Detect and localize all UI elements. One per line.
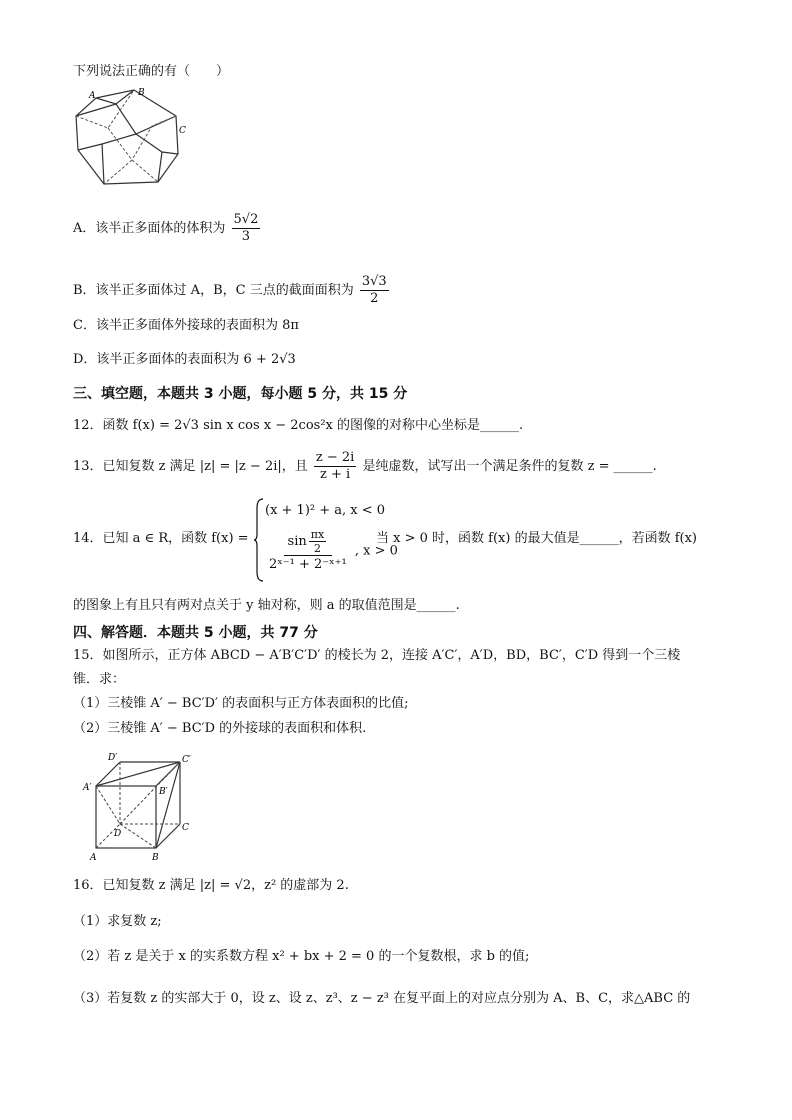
- option-a-numerator: 5√2: [233, 212, 259, 227]
- q13-numerator: z − 2i: [315, 450, 355, 465]
- option-b-fraction: [360, 274, 389, 307]
- cube-hidden-diagonal: [120, 824, 156, 848]
- q14-case-1: (x + 1)² + a, x < 0: [265, 503, 386, 518]
- q14-line2: 的图象上有且只有两对点关于 y 轴对称，则 a 的取值范围是______.: [73, 598, 460, 613]
- q14-case2-numerator: [284, 528, 333, 556]
- polyhedron-edge: [116, 104, 176, 134]
- q14-case2-denominator: 2ˣ⁻¹ + 2⁻ˣ⁺¹: [269, 557, 347, 572]
- q14-sin-arg-bottom: 2: [313, 542, 321, 555]
- question-intro: 下列说法正确的有（ ）: [73, 64, 230, 79]
- q14-case2-cond: , x > 0: [354, 543, 398, 559]
- polyhedron-edge: [78, 134, 136, 150]
- q16-line1: 16．已知复数 z 满足 |z| = √2，z² 的虚部为 2.: [73, 878, 349, 893]
- q15-sub2: （2）三棱锥 A′ − BC′D 的外接球的表面积和体积.: [73, 721, 367, 736]
- q15-line1: 15．如图所示，正方体 ABCD − A′B′C′D′ 的棱长为 2，连接 A′C′，A′D，BD，BC′，C′D 得到一个三棱: [73, 648, 681, 663]
- fig2-label-bp: B′: [159, 787, 168, 797]
- option-b-denominator: 2: [370, 291, 379, 306]
- option-b-numerator: 3√3: [361, 274, 387, 289]
- question-12: 12．函数 f(x) = 2√3 sin x cos x − 2cos²x 的图像的对称中心坐标是______.: [73, 418, 524, 433]
- fig2-label-b: B: [152, 853, 159, 863]
- q13-fraction: [314, 450, 356, 483]
- fig1-label-a: A: [89, 91, 96, 101]
- polyhedron-hidden-edge: [104, 160, 132, 184]
- q15-sub1: （1）三棱锥 A′ − BC′D′ 的表面积与正方体表面积的比值;: [73, 696, 409, 711]
- q16-sub1: （1）求复数 z;: [73, 914, 162, 929]
- polyhedron-figure: [72, 86, 197, 188]
- q14-sin-arg-top: πx: [310, 528, 325, 541]
- q13-post: 是纯虚数，试写出一个满足条件的复数 z = ______.: [362, 459, 657, 474]
- q13-denominator: z + i: [320, 467, 351, 482]
- polyhedron-edge: [136, 134, 178, 154]
- option-a-fraction: [232, 212, 261, 245]
- polyhedron-edge: [102, 144, 104, 184]
- q14-case2-fraction: [265, 528, 351, 574]
- question-13: [73, 450, 657, 483]
- fig1-label-c: C: [179, 126, 186, 136]
- option-a: [73, 212, 262, 245]
- cube-hidden-diagonal: [96, 786, 120, 824]
- fig1-label-b: B: [138, 88, 145, 98]
- section-3-heading: 三、填空题，本题共 3 小题，每小题 5 分，共 15 分: [73, 386, 408, 402]
- q14-pre: 14．已知 a ∈ R，函数 f(x) =: [73, 531, 249, 546]
- q14-post: 当 x > 0 时，函数 f(x) 的最大值是______，若函数 f(x): [376, 531, 697, 546]
- option-d: D．该半正多面体的表面积为 6 + 2√3: [73, 352, 296, 367]
- q14-sin: sin: [287, 533, 307, 549]
- option-c: C．该半正多面体外接球的表面积为 8π: [73, 318, 299, 333]
- fig2-label-cp: C′: [182, 755, 191, 765]
- fig2-label-ap: A′: [83, 783, 92, 793]
- option-b: [73, 274, 391, 307]
- q16-sub3: （3）若复数 z 的实部大于 0，设 z、设 z、z³、z − z³ 在复平面上的对应点分别为 A、B、C，求△ABC 的: [73, 991, 691, 1006]
- section-4-heading: 四、解答题．本题共 5 小题，共 77 分: [73, 625, 318, 641]
- cube-figure: [80, 748, 200, 866]
- q13-pre: 13．已知复数 z 满足 |z| = |z − 2i|，且: [73, 459, 308, 474]
- fig2-label-a: A: [90, 853, 97, 863]
- q14-sin-arg: [309, 528, 326, 555]
- fig2-label-c: C: [182, 823, 189, 833]
- option-a-denominator: 3: [241, 229, 251, 244]
- q16-sub2: （2）若 z 是关于 x 的实系数方程 x² + bx + 2 = 0 的一个复数根，求 b 的值;: [73, 949, 530, 964]
- q15-line2: 锥．求：: [73, 672, 126, 687]
- q14-brace: [254, 498, 264, 582]
- cube-diagonal: [156, 762, 180, 848]
- option-b-text: B．该半正多面体过 A，B，C 三点的截面面积为: [73, 283, 354, 298]
- option-a-text: A．该半正多面体的体积为: [73, 221, 226, 236]
- fig2-label-dp: D′: [108, 753, 118, 763]
- fig2-label-d: D: [114, 829, 122, 839]
